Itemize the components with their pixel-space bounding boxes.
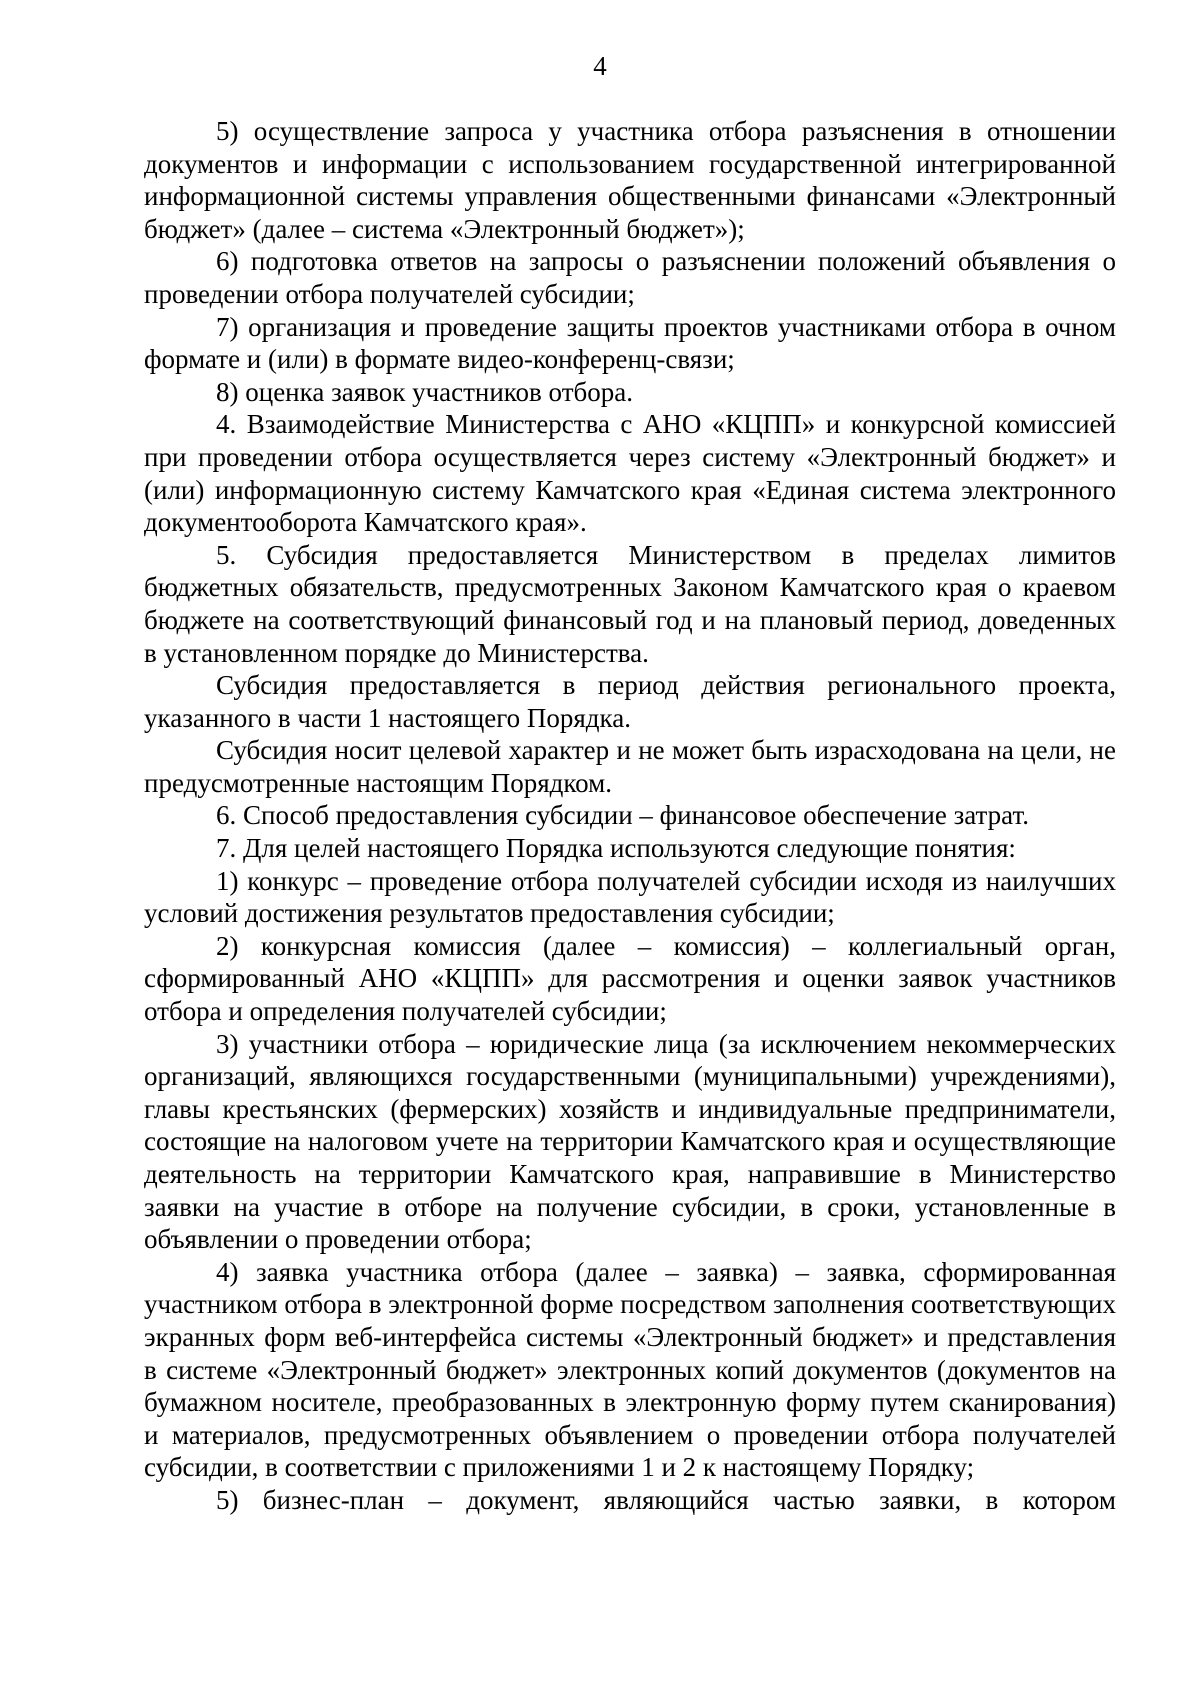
paragraph: 8) оценка заявок участников отбора. [216,376,633,407]
paragraph: 6. Способ предоставления субсидии – финансовое обеспечение затрат. [216,800,1029,831]
paragraph: 1) конкурс – проведение отбора получателей субсидии исходя из наилучших условий достижения результатов предоставления субсидии; [144,865,1116,929]
paragraph: 3) участники отбора – юридические лица (за исключением некоммерческих организаций, являющихся государственными (муниципальными) учреждениями), главы крестьянских (фермерских) хозяйств и индивидуальные предприниматели, состоящие на налоговом учете на территории Камчатского края и осуществляющие деятельность на территории Камчатского края, направившие в Министерство заявки на участие в отборе на получение субсидии, в сроки, установленные в объявлении о проведении отбора; [144,1028,1116,1255]
paragraph: 4) заявка участника отбора (далее – заявка) – заявка, сформированная участником отбора в электронной форме посредством заполнения соответствующих экранных форм веб-интерфейса системы «Электронный бюджет» и представления в системе «Электронный бюджет» электронных копий документов (документов на бумажном носителе, преобразованных в электронную форму путем сканирования) и материалов, предусмотренных объявлением о проведении отбора получателей субсидии, в соответствии с приложениями 1 и 2 к настоящему Порядку; [144,1256,1116,1483]
paragraph: Субсидия носит целевой характер и не может быть израсходована на цели, не предусмотренные настоящим Порядком. [144,735,1116,798]
paragraph: 6) подготовка ответов на запросы о разъяснении положений объявления о проведении отбора получателей субсидии; [144,246,1116,309]
paragraph: 5. Субсидия предоставляется Министерством в пределах лимитов бюджетных обязательств, предусмотренных Законом Камчатского края о краевом бюджете на соответствующий финансовый год и на плановый период, доведенных в установленном порядке до Министерства. [144,539,1116,668]
paragraph: Субсидия предоставляется в период действия регионального проекта, указанного в части 1 настоящего Порядка. [144,670,1116,733]
paragraph: 7) организация и проведение защиты проектов участниками отбора в очном формате и (или) в формате видео-конференц-связи; [144,311,1116,375]
paragraph: 7. Для целей настоящего Порядка используются следующие понятия: [216,833,1016,864]
page-number: 4 [593,51,607,81]
paragraph: 5) бизнес-план – документ, являющийся частью заявки, в котором [216,1484,1116,1515]
paragraph: 5) осуществление запроса у участника отбора разъяснения в отношении документов и информации с использованием государственной интегрированной информационной системы управления общественными финансами «Электронный бюджет» (далее – система «Электронный бюджет»); [144,116,1116,244]
paragraph: 2) конкурсная комиссия (далее – комиссия) – коллегиальный орган, сформированный АНО «КЦПП» для рассмотрения и оценки заявок участников отбора и определения получателей субсидии; [144,930,1116,1027]
document-body [144,115,1116,1517]
paragraph: 4. Взаимодействие Министерства с АНО «КЦПП» и конкурсной комиссией при проведении отбора осуществляется через систему «Электронный бюджет» и (или) информационную систему Камчатского края «Единая система электронного документооборота Камчатского края». [144,409,1116,538]
